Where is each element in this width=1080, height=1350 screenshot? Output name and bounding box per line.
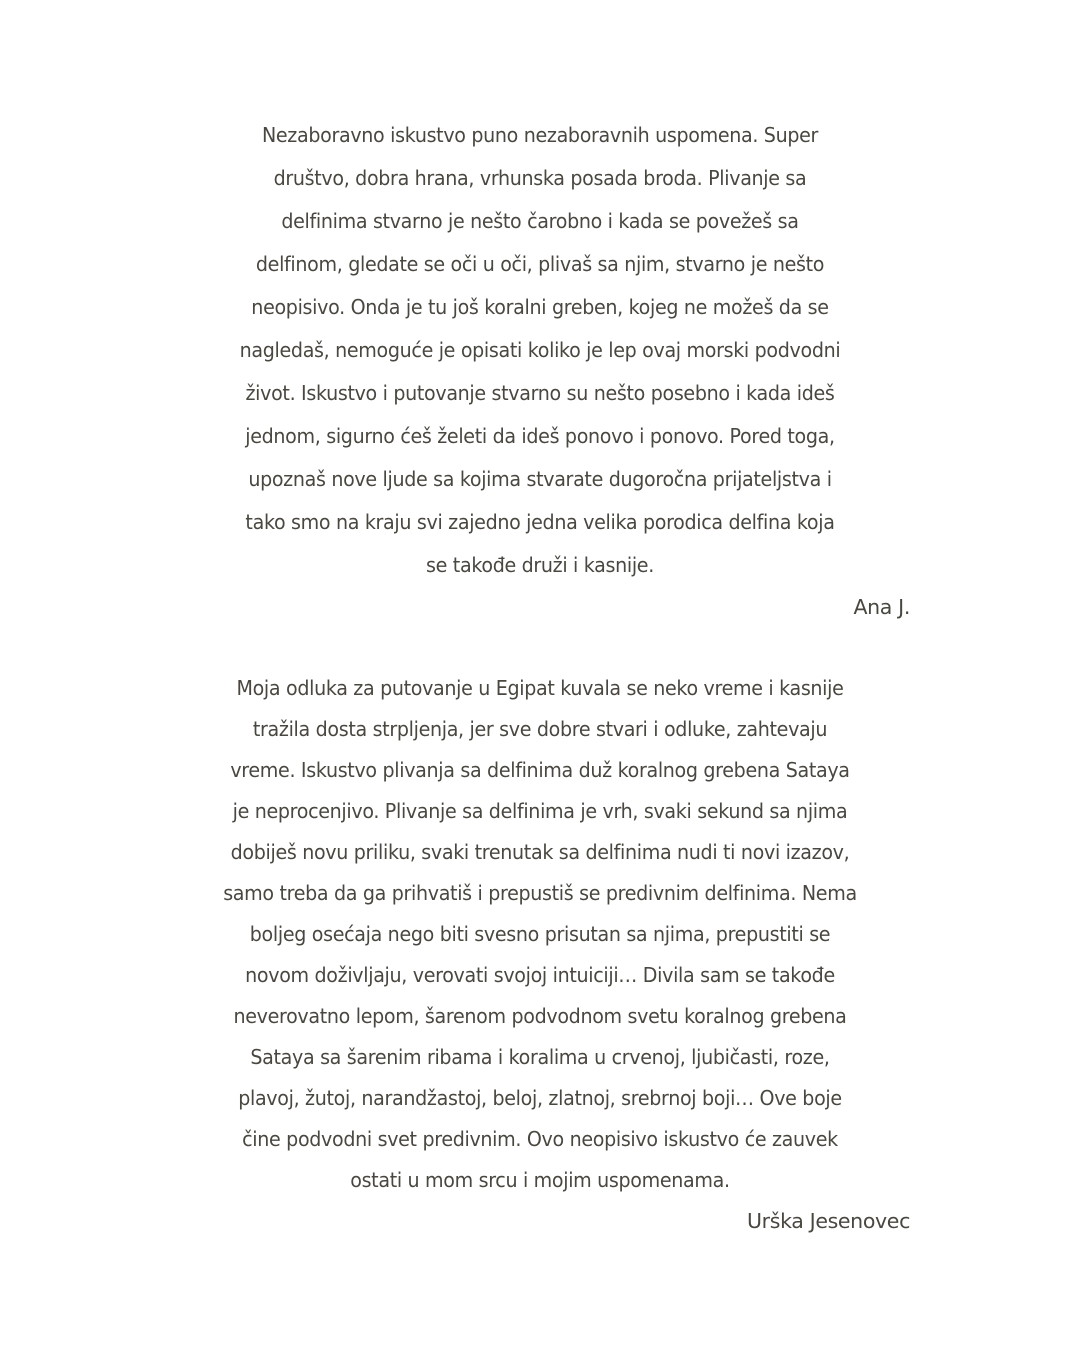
text-line: neopisivo. Onda je tu još koralni greben, kojeg ne možeš da se xyxy=(251,295,829,319)
testimonial-urska xyxy=(160,668,920,1241)
text-line: samo treba da ga prihvatiš i prepustiš se predivnim delfinima. Nema xyxy=(223,881,857,905)
testimonial-ana xyxy=(160,114,920,627)
text-line: je neprocenjivo. Plivanje sa delfinima je vrh, svaki sekund sa njima xyxy=(232,799,848,823)
text-line: Moja odluka za putovanje u Egipat kuvala se neko vreme i kasnije xyxy=(236,676,844,700)
testimonial-text xyxy=(160,668,920,1201)
text-line: boljeg osećaja nego biti svesno prisutan sa njima, prepustiti se xyxy=(249,922,831,946)
text-line: plavoj, žutoj, narandžastoj, beloj, zlatnoj, srebrnoj boji… Ove boje xyxy=(238,1086,842,1110)
text-line: delfinima stvarno je nešto čarobno i kada se povežeš sa xyxy=(281,209,799,233)
text-line: se takođe druži i kasnije. xyxy=(426,553,654,577)
text-line: nagledaš, nemoguće je opisati koliko je lep ovaj morski podvodni xyxy=(239,338,841,362)
text-line: Sataya sa šarenim ribama i koralima u crvenoj, ljubičasti, roze, xyxy=(250,1045,830,1069)
text-line: novom doživljaju, verovati svojoj intuiciji… Divila sam se takođe xyxy=(245,963,835,987)
text-line: Nezaboravno iskustvo puno nezaboravnih uspomena. Super xyxy=(261,123,819,147)
text-line: neverovatno lepom, šarenom podvodnom svetu koralnog grebena xyxy=(233,1004,847,1028)
text-line: tražila dosta strpljenja, jer sve dobre stvari i odluke, zahtevaju xyxy=(252,717,828,741)
testimonial-author: Ana J. xyxy=(853,595,910,619)
text-line: ostati u mom srcu i mojim uspomenama. xyxy=(350,1168,730,1192)
text-line: jednom, sigurno ćeš želeti da ideš ponovo i ponovo. Pored toga, xyxy=(245,424,835,448)
text-line: društvo, dobra hrana, vrhunska posada broda. Plivanje sa xyxy=(273,166,807,190)
text-line: čine podvodni svet predivnim. Ovo neopisivo iskustvo će zauvek xyxy=(242,1127,838,1151)
text-line: dobiješ novu priliku, svaki trenutak sa delfinima nudi ti novi izazov, xyxy=(230,840,850,864)
text-line: vreme. Iskustvo plivanja sa delfinima duž koralnog grebena Sataya xyxy=(230,758,850,782)
text-line: upoznaš nove ljude sa kojima stvarate dugoročna prijateljstva i xyxy=(248,467,832,491)
text-line: život. Iskustvo i putovanje stvarno su nešto posebno i kada ideš xyxy=(245,381,835,405)
testimonial-author: Urška Jesenovec xyxy=(747,1209,910,1233)
testimonial-text xyxy=(160,114,920,587)
text-line: delfinom, gledate se oči u oči, plivaš sa njim, stvarno je nešto xyxy=(255,252,825,276)
text-line: tako smo na kraju svi zajedno jedna velika porodica delfina koja xyxy=(245,510,835,534)
